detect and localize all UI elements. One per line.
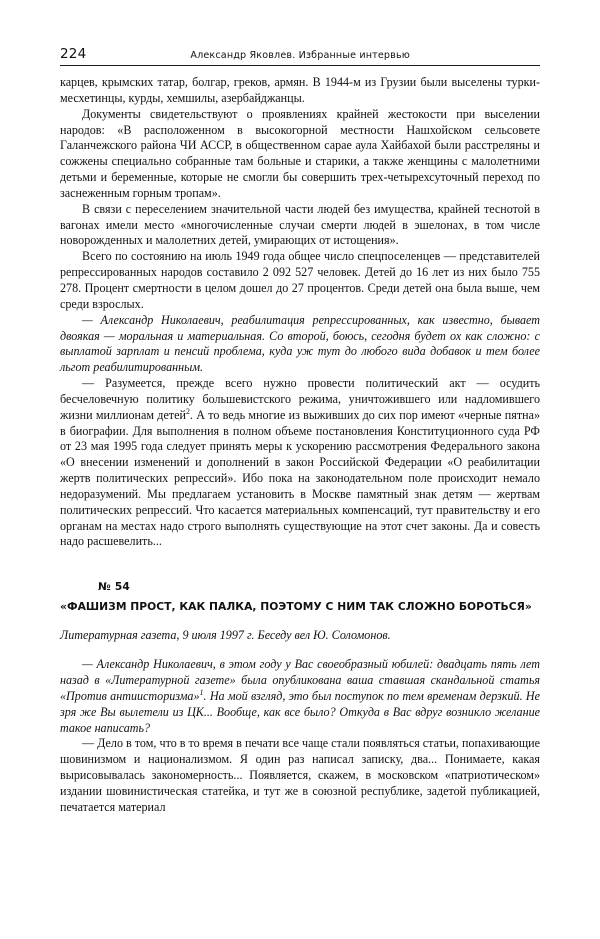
footnote-marker: 1 bbox=[199, 687, 204, 697]
paragraph-answer bbox=[60, 376, 540, 550]
paragraph: Документы свидетельствуют о проявлениях крайней жестокости при выселении народов: «В расположенном в высокогорной местности Нашхойском сельсовете Галанчежского района ЧИ АССР, в общественном сарае аула Хайбахой были расстреляны и сожжены специально собранные там больные и старики, а также женщины с малолетними детьми и беременные, которые не смогли бы совершить трех-четырехсуточный переход по заснеженным горным тропам». bbox=[60, 106, 540, 200]
paragraph: Всего по состоянию на июль 1949 года общее число спецпоселенцев — представителей репрессированных народов составило 2 092 527 человек. Детей до 16 лет из них было 755 278. Процент смертности в целом дошел до 27 процентов. Среди детей она была выше, чем среди взрослых. bbox=[60, 249, 540, 311]
paragraph-text-before-footnote: — Разумеется, прежде всего нужно провести политический акт — осудить бесчеловечную политику большевистского режима, уничтожившего или надломившего жизни миллионам детей bbox=[60, 376, 540, 422]
section-title: «ФАШИЗМ ПРОСТ, КАК ПАЛКА, ПОЭТОМУ С НИМ ТАК СЛОЖНО БОРОТЬСЯ» bbox=[60, 600, 532, 614]
page-content bbox=[60, 46, 540, 816]
interview-answer: — Дело в том, что в то время в печати все чаще стали появляться статьи, попахивающие шовинизмом и национализмом. Я один раз написал записку, два... Понимаете, какая вырисовывалась закономерность... Появляется, скажем, в московском «патриотическом» издании шовинистическая статейка, и тут же в союзной республике, задетой публикацией, печатается материал bbox=[60, 736, 540, 814]
body-text bbox=[60, 75, 540, 550]
paragraph: В связи с переселением значительной части людей без имущества, крайней теснотой в вагонах имели место «многочисленные случаи смерти людей в эшелонах, в том числе новорожденных и малолетних детей, умирающих от истощения». bbox=[60, 201, 540, 248]
interview-question bbox=[60, 657, 540, 736]
running-head bbox=[60, 46, 540, 63]
interview-text bbox=[60, 657, 540, 815]
header-divider-rule bbox=[60, 65, 540, 66]
page-number: 224 bbox=[60, 46, 87, 62]
section-number: № 54 bbox=[98, 581, 130, 594]
question-text-after-footnote: . На мой взгляд, это был поступок по тем временам дерзкий. Не зря же Вы вылетели из ЦК... Вообще, как все было? Откуда в Вас вдруг возникло желание такое написать? bbox=[60, 688, 540, 735]
section-heading bbox=[60, 580, 540, 614]
paragraph-question: — Александр Николаевич, реабилитация репрессированных, как известно, бывает двоякая — моральная и материальная. Со второй, боюсь, сегодня будет ох как сложно: с выплатой зарплат и пенсий проблема, куда уж тут до любого вида добавок и тем более льгот реабилитированным. bbox=[60, 312, 540, 375]
paragraph-continued: карцев, крымских татар, болгар, греков, армян. В 1944-м из Грузии были выселены турки-месхетинцы, курды, хемшилы, азербайджанцы. bbox=[60, 75, 540, 105]
footnote-marker: 2 bbox=[185, 406, 190, 416]
paragraph-text-after-footnote: . А то ведь многие из выживших до сих пор имеют «черные пятна» в биографии. Для выполнения в полном объеме постановления Конституционного суда РФ от 23 мая 1995 года следует принять меры к ускорению рассмотрения Федерального закона «О внесении изменений и дополнений в закон Российской Федерации «О реабилитации жертв политических репрессий». Ибо пока на законодательном поле происходит немало недоразумений. Мы предлагаем установить в Москве памятный знак детям — жертвам политических репрессий. Что касается материальных компенсаций, тут правительству и его органам на местах надо строго выполнять существующие на этот счет законы. Да и совесть надо расшевелить... bbox=[60, 407, 540, 549]
question-text-before-footnote: — Александр Николаевич, в этом году у Вас своеобразный юбилей: двадцать пять лет назад в «Литературной газете» была опубликована ваша ставшая скандальной статья «Против антиисторизма» bbox=[60, 657, 540, 703]
section-byline: Литературная газета, 9 июля 1997 г. Беседу вел Ю. Соломонов. bbox=[60, 628, 391, 643]
running-title: Александр Яковлев. Избранные интервью bbox=[190, 50, 410, 61]
